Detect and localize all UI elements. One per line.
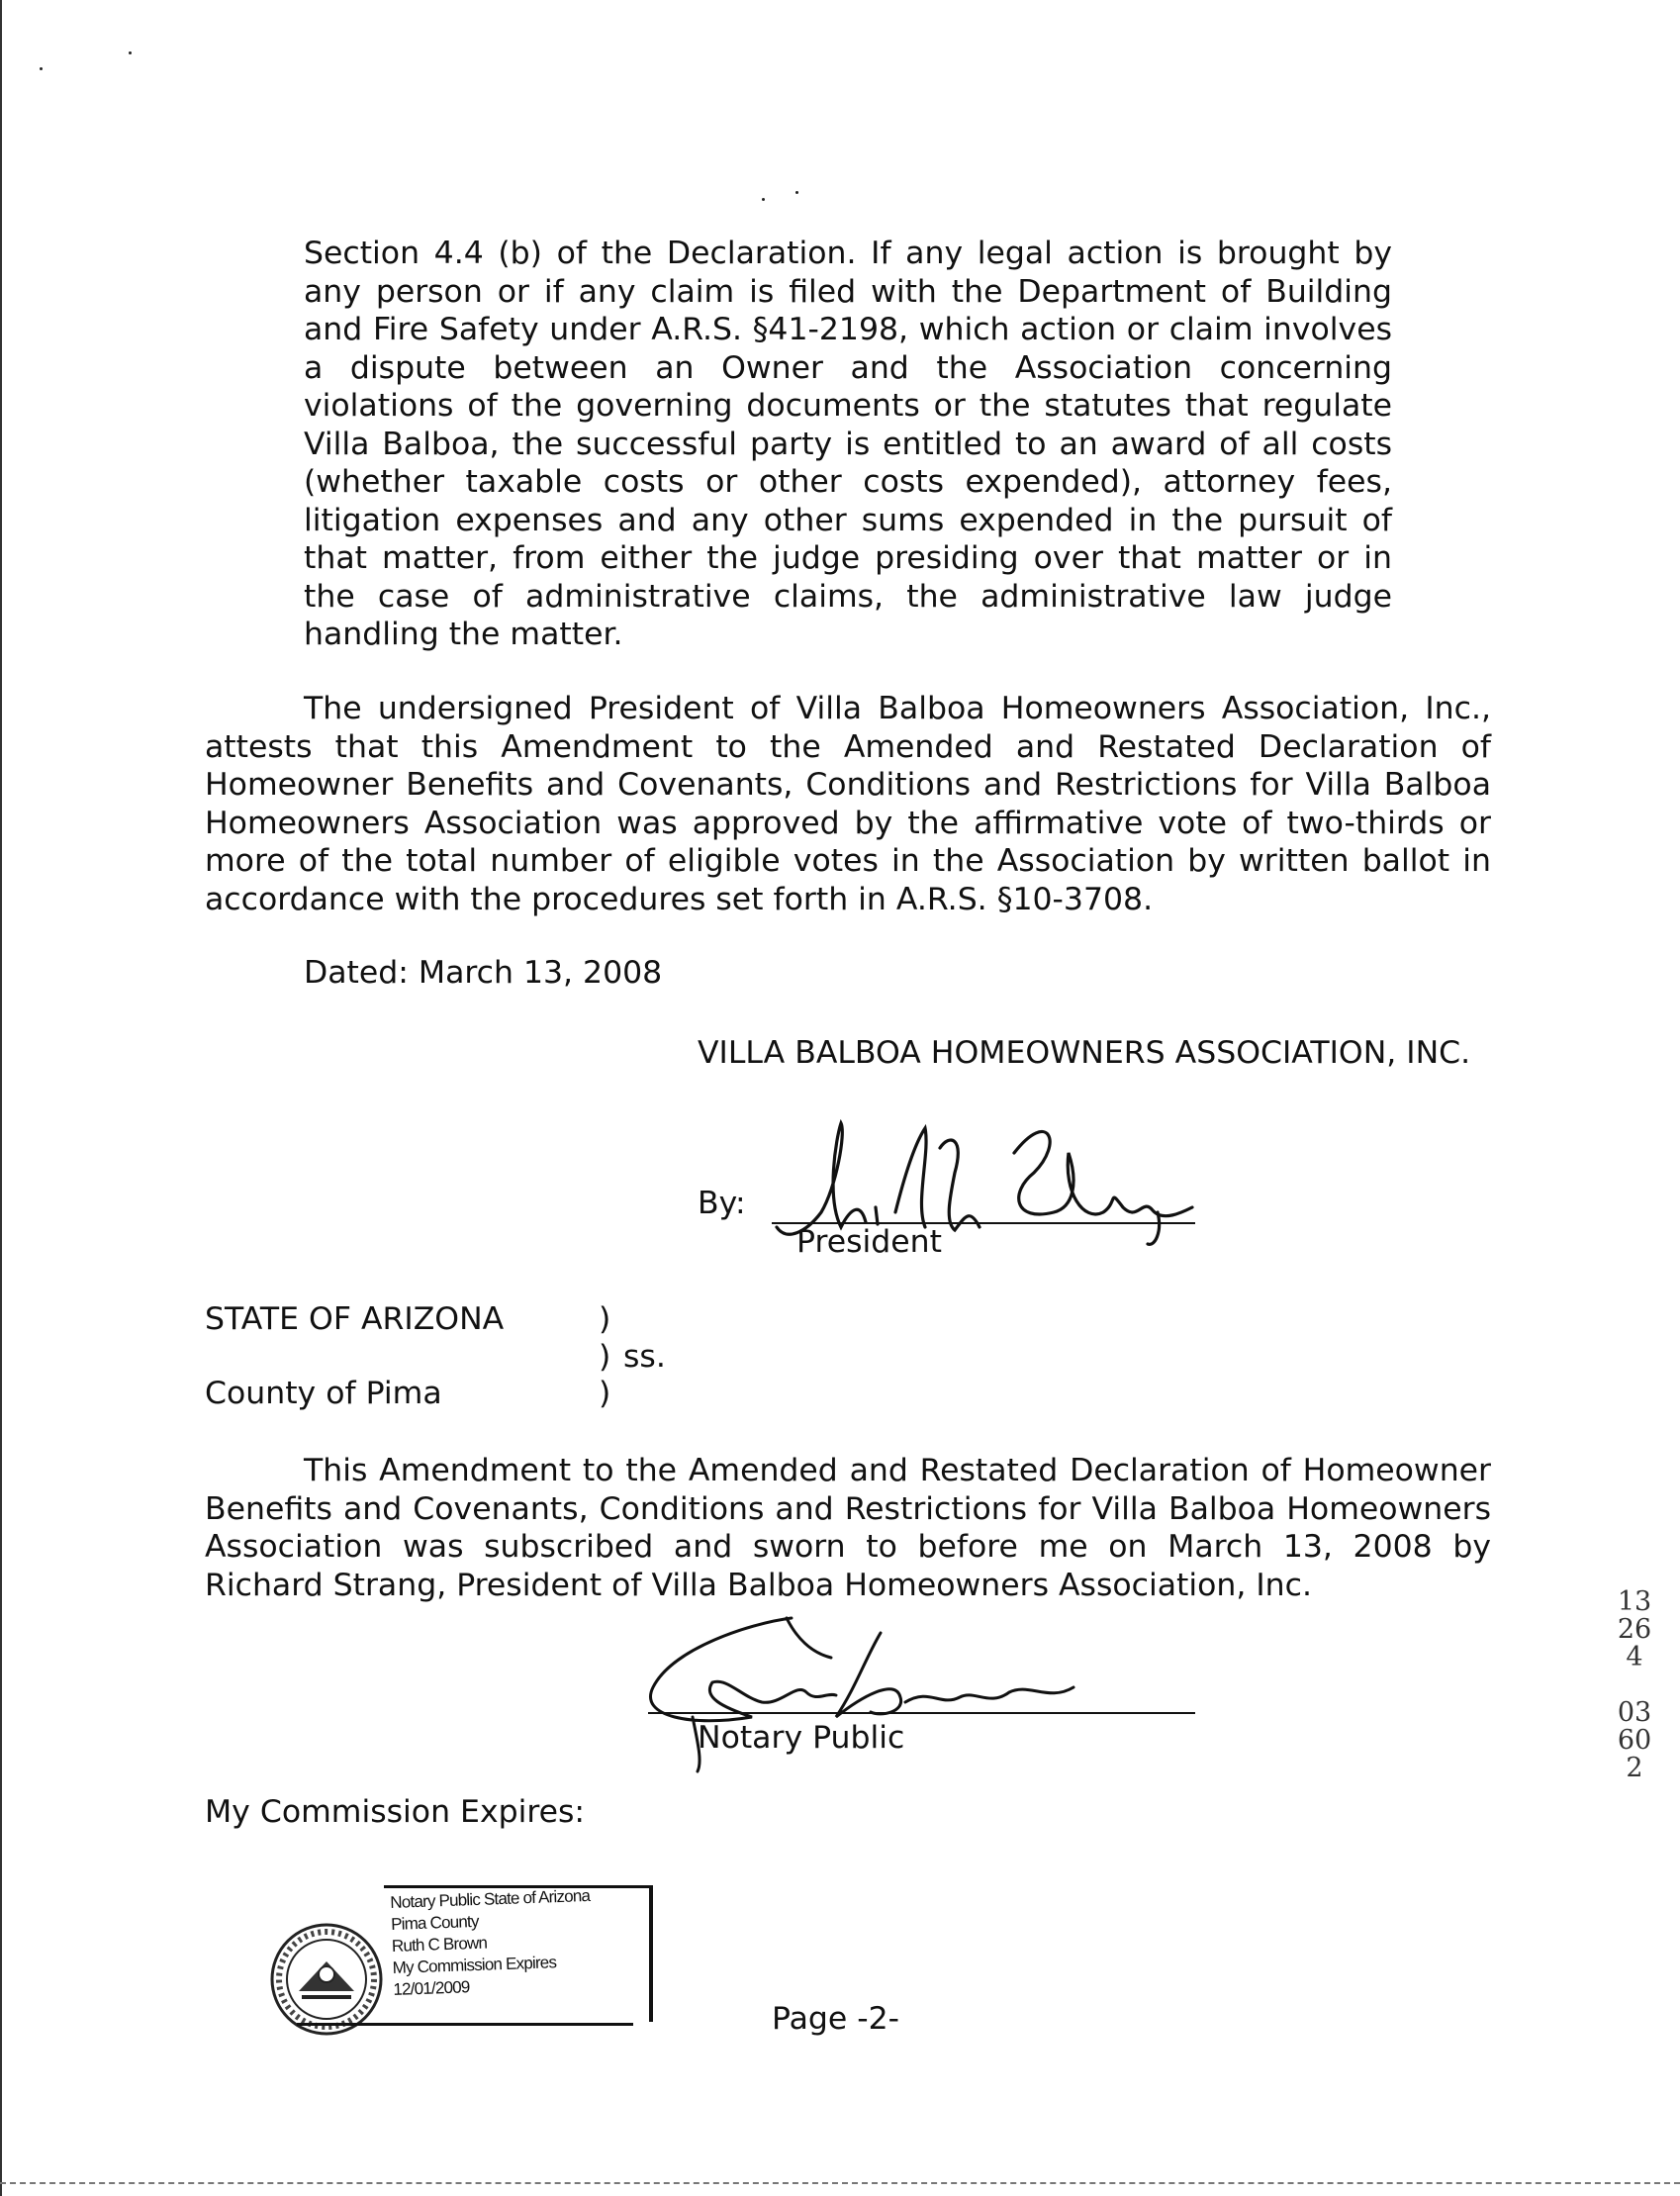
stamp-bottom-rule [297,2023,633,2026]
venue-paren-close: ) [599,1376,611,1411]
attestation-paragraph: The undersigned President of Villa Balboa Homeowners Association, Inc., attests that this Amendment to the Amended and Restated Declaration of Homeowner Benefits and Covenants, Conditions and Restrictions for Villa Balboa Homeowners Association was approved by the affirmative vote of two-thirds or more of the total number of eligible votes in the Association by written ballot in accordance with the procedures set forth in A.R.S. §10-3708. [205,691,1491,917]
stamp-line: Notary Public State of Arizona [390,1885,591,1912]
venue-paren-middle: ) [599,1339,611,1375]
scan-speck [795,191,798,194]
venue-ss: ss. [623,1339,666,1375]
venue-county: County of Pima [205,1376,442,1411]
notary-stamp-text [390,1885,594,2001]
stamp-line: Pima County [390,1911,479,1934]
scan-speck [129,51,132,54]
recording-number [1615,1588,1654,1782]
stamp-line: 12/01/2009 [393,1977,470,1999]
section-paragraph: Section 4.4 (b) of the Declaration. If any legal action is brought by any person or if any claim is filed with the Department of Building and Fire Safety under A.R.S. §41-2198, which action or claim involves a dispute between an Owner and the Association concerning violations of the governing documents or the statutes that regulate Villa Balboa, the successful party is entitled to an award of all costs (whether taxable costs or other costs expended), attorney fees, litigation expenses and any other sums expended in the pursuit of that matter, from either the judge presiding over that matter or in the case of administrative claims, the administrative law judge handling the matter. [304,236,1392,652]
stamp-line: Ruth C Brown [391,1933,488,1956]
dated-line: Dated: March 13, 2008 [304,955,663,991]
association-name: VILLA BALBOA HOMEOWNERS ASSOCIATION, INC. [698,1035,1471,1071]
recording-number-part: 03602 [1617,1697,1652,1783]
notary-statement-paragraph: This Amendment to the Amended and Restated Declaration of Homeowner Benefits and Covenants, Conditions and Restrictions for Villa Balboa Homeowners Association was subscribed and sworn to before me on March 13, 2008 by Richard Strang, President of Villa Balboa Homeowners Association, Inc. [205,1453,1491,1603]
commission-expires-label: My Commission Expires: [205,1794,585,1830]
venue-paren-open: ) [599,1301,611,1337]
recording-number-part: 13264 [1617,1586,1652,1672]
scan-speck [40,67,43,70]
notary-seal-icon [267,1920,386,2039]
notary-public-label: Notary Public [698,1720,905,1756]
page-number: Page -2- [772,2001,900,2037]
venue-state: STATE OF ARIZONA [205,1301,505,1337]
by-label: By: [698,1186,746,1221]
president-label: President [796,1224,942,1260]
stamp-line: My Commission Expires [392,1953,557,1977]
notary-signature-line [648,1712,1195,1714]
scan-speck [762,198,765,201]
bottom-scan-edge [0,2182,1680,2184]
